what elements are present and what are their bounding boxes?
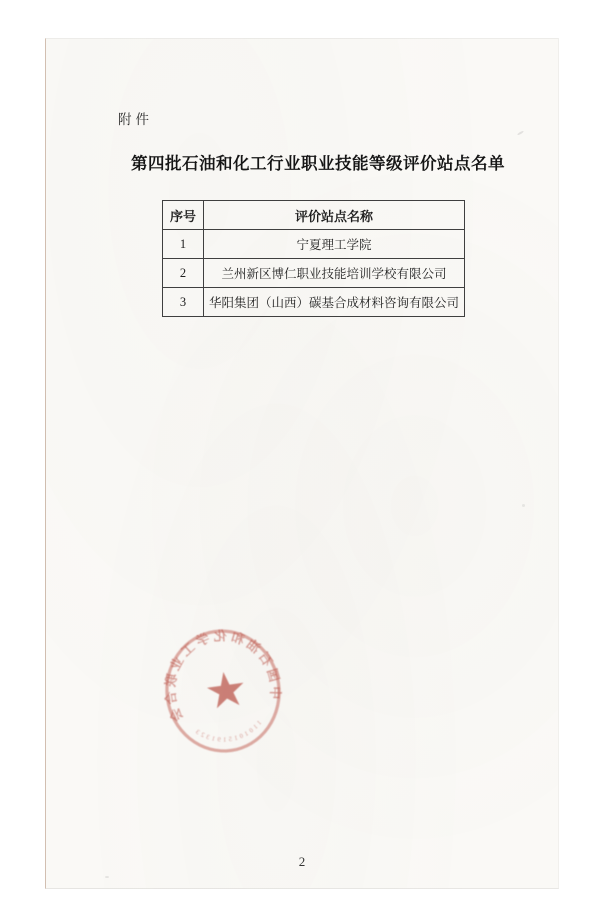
table-row <box>163 259 465 288</box>
header-cell-station-name: 评价站点名称 <box>204 201 465 230</box>
attachment-label: 附件 <box>118 112 153 127</box>
scanned-document-page <box>45 38 559 889</box>
header-cell-number: 序号 <box>163 201 204 230</box>
document-title: 第四批石油和化工行业职业技能等级评价站点名单 <box>131 154 505 173</box>
seal-graphic <box>151 617 294 765</box>
cell-row-number: 3 <box>163 288 204 317</box>
star-icon: ★ <box>201 661 252 721</box>
table-row <box>163 230 465 259</box>
table-row <box>163 288 465 317</box>
cell-station-name: 华阳集团（山西）碳基合成材料咨询有限公司 <box>204 288 465 317</box>
cell-station-name: 兰州新区博仁职业技能培训学校有限公司 <box>204 259 465 288</box>
red-seal-bleed-through <box>151 617 294 765</box>
table-header-row <box>163 201 465 230</box>
cell-row-number: 2 <box>163 259 204 288</box>
cell-station-name: 宁夏理工学院 <box>204 230 465 259</box>
station-list-table <box>162 200 465 317</box>
page-number: 2 <box>298 854 306 869</box>
scan-artifact <box>105 876 109 878</box>
seal-arc-text: 中国石油和化学工业联合会 <box>162 628 284 724</box>
seal-code: 1101015191323 <box>194 719 264 744</box>
cell-row-number: 1 <box>163 230 204 259</box>
svg-text:1101015191323 <box>193 719 265 748</box>
scan-artifact <box>522 504 525 507</box>
